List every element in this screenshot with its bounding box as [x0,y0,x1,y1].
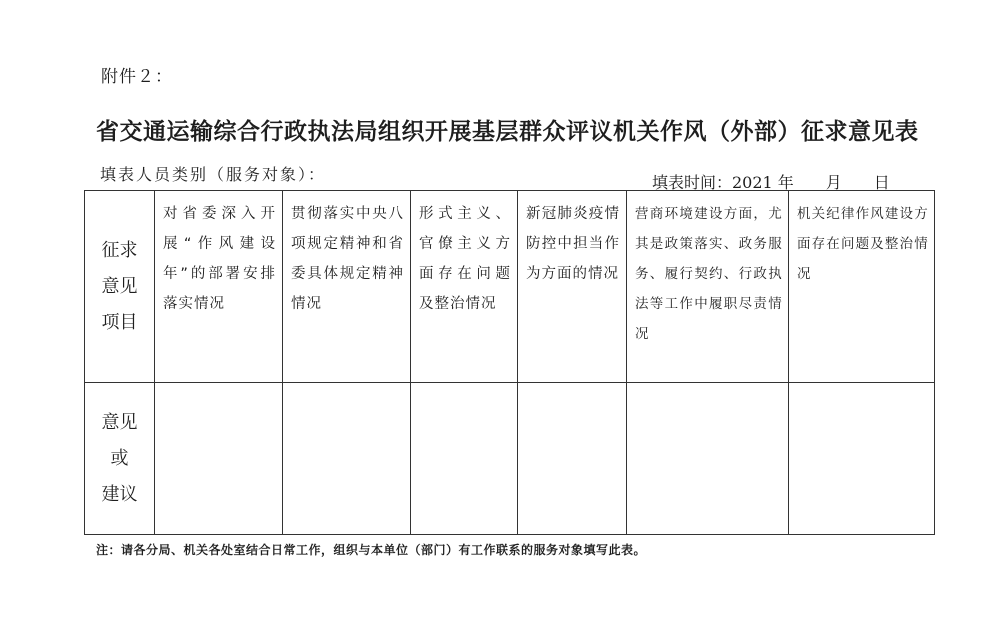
fill-date-label: 填表时间：2021 年 月 日 [652,173,890,192]
opinion-cell[interactable] [411,383,518,535]
item-cell-discipline: 机关纪律作风建设方面存在问题及整治情况 [789,191,935,383]
item-cell-style-year: 对省委深入开展“作风建设年”的部署安排落实情况 [155,191,283,383]
item-cell-covid: 新冠肺炎疫情防控中担当作为方面的情况 [518,191,627,383]
attachment-label: 附件２： [101,67,173,87]
item-cell-eight-rules: 贯彻落实中央八项规定精神和省委具体规定精神情况 [283,191,411,383]
row-header-items [85,191,155,383]
opinion-cell[interactable] [155,383,283,535]
respondent-category-label: 填表人员类别（服务对象）： [100,165,327,184]
row-header-line: 或 [110,447,129,469]
opinion-cell[interactable] [283,383,411,535]
page-title: 省交通运输综合行政执法局组织开展基层群众评议机关作风（外部）征求意见表 [96,119,919,145]
row-header-line: 意见 [101,275,138,297]
opinion-cell[interactable] [789,383,935,535]
opinion-cell[interactable] [627,383,789,535]
row-header-opinions [85,383,155,535]
row-header-line: 建议 [101,483,138,505]
table-row-items [85,191,935,383]
row-header-line: 项目 [101,311,138,333]
footnote: 注：请各分局、机关各处室结合日常工作，组织与本单位（部门）有工作联系的服务对象填写此表。 [96,543,647,557]
item-cell-business-env: 营商环境建设方面，尤其是政策落实、政务服务、履行契约、行政执法等工作中履职尽责情况 [627,191,789,383]
table-row-opinions [85,383,935,535]
row-header-line: 征求 [101,239,138,261]
opinion-form-table [84,190,935,535]
item-cell-formalism: 形式主义、官僚主义方面存在问题及整治情况 [411,191,518,383]
opinion-cell[interactable] [518,383,627,535]
row-header-line: 意见 [101,411,138,433]
